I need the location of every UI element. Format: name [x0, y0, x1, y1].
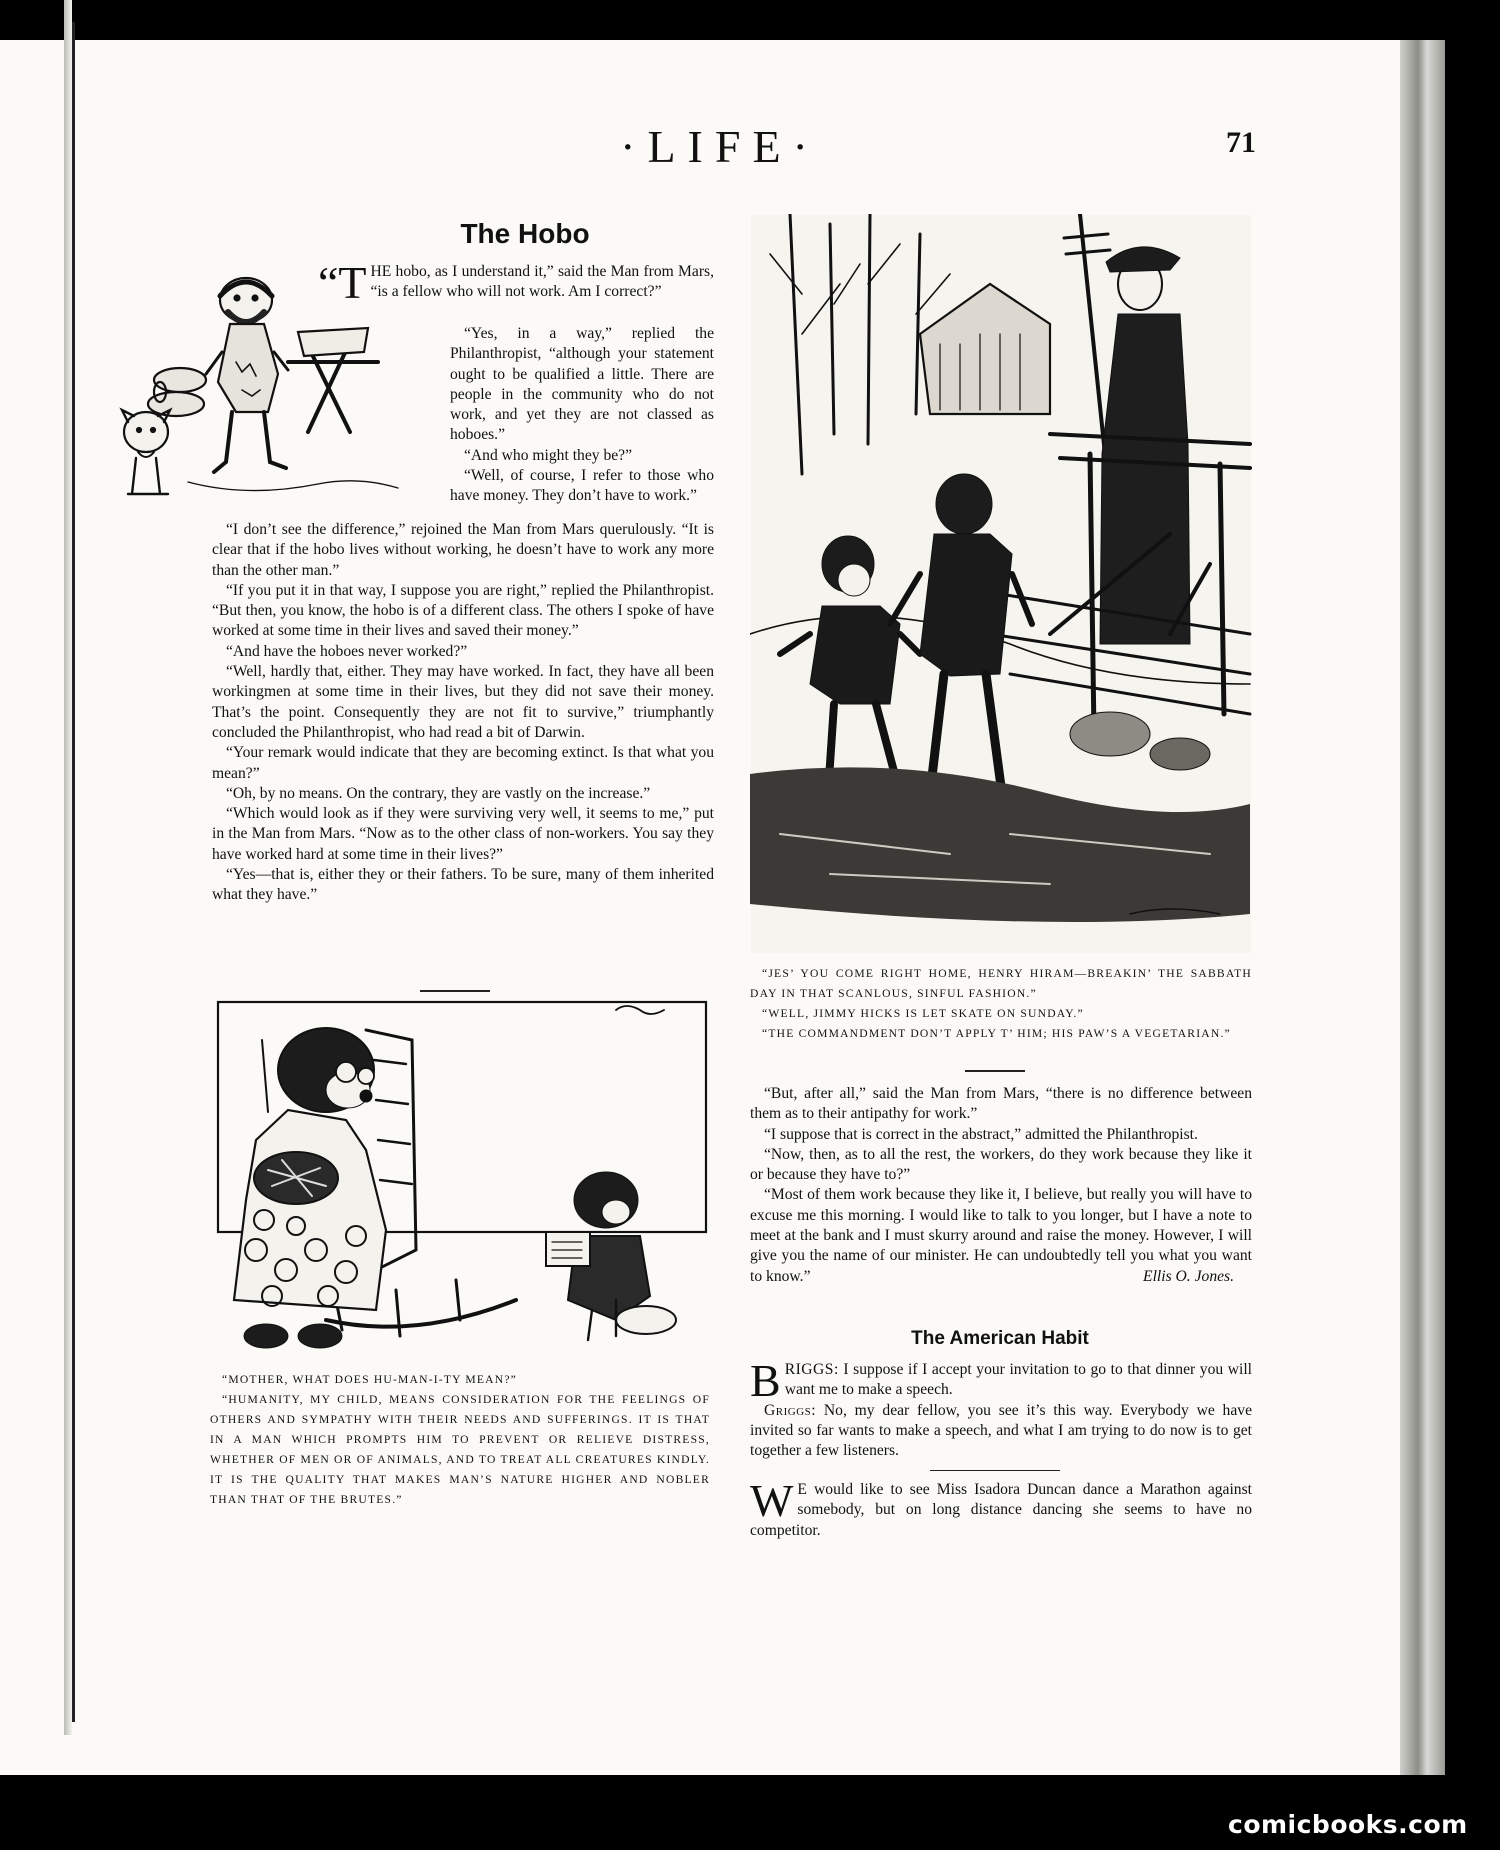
- paragraph: “If you put it in that way, I suppose you are right,” replied the Philanthropist. “But then, you know, the hobo is of a different class. The others I spoke of have worked at some time in their lives and saved their money.”: [212, 581, 714, 640]
- paragraph: “But, after all,” said the Man from Mars, “there is no difference between them as to their antipathy for work.”: [750, 1085, 1252, 1123]
- dropcap-w: W: [750, 1475, 794, 1526]
- paragraph: “And who might they be?”: [464, 446, 633, 464]
- duncan-paragraph: [750, 1475, 1252, 1541]
- dropcap-t: “T: [318, 257, 367, 308]
- paragraph: “Well, hardly that, either. They may have worked. In fact, they have all been workingmen at some time in their lives, but they did not save their money. That’s the point. Consequently they are not fit to survive,” triumphantly concluded the Philanthropist, who had read a bit of Darwin.: [212, 663, 714, 741]
- paragraph: [750, 1185, 1252, 1286]
- paragraph-griggs: [750, 1401, 1252, 1462]
- paragraph: “I don’t see the difference,” rejoined the Man from Mars querulously. “It is clear that if the hobo lives without working, he doesn’t have to work any more than the other man.”: [212, 521, 714, 579]
- gutter-line: [72, 22, 75, 1722]
- dropcap-b: B: [750, 1355, 781, 1406]
- section-rule: [420, 990, 490, 992]
- paragraph: “Well, of course, I refer to those who have money. They don’t have to work.”: [450, 467, 714, 505]
- caption-line: “MOTHER, WHAT DOES HU-MAN-I-TY MEAN?”: [222, 1373, 518, 1386]
- caption-line: “WELL, JIMMY HICKS IS LET SKATE ON SUNDAY.”: [762, 1007, 1084, 1020]
- watermark: comicbooks.com: [1228, 1810, 1468, 1839]
- paragraph: “I suppose that is correct in the abstract,” admitted the Philanthropist.: [764, 1125, 1198, 1143]
- paragraph-text: “Most of them work because they like it, I believe, but really you will have to excuse me this morning. I would like to talk to you longer, but I have a note to meet at the bank and I must skurry around and raise the money. However, I will give you the name of our minister. He can undoubtedly tell you what you want to know.”: [750, 1186, 1252, 1285]
- paragraph: “Now, then, as to all the rest, the workers, do they work because they like it or because they have to?”: [750, 1145, 1252, 1184]
- duncan-text: E would like to see Miss Isadora Duncan dance a Marathon against somebody, but on long distance dancing she seems to have no competitor.: [750, 1481, 1252, 1539]
- hobo-main-text: [212, 520, 714, 906]
- paragraph: “Oh, by no means. On the contrary, they are vastly on the increase.”: [226, 784, 651, 802]
- hobo-intro-paragraph: [318, 257, 714, 308]
- paragraph: [750, 1475, 1252, 1541]
- masthead: ·LIFE·: [620, 121, 820, 172]
- caption-line: “HUMANITY, MY CHILD, MEANS CONSIDERATION FOR THE FEELINGS OF OTHERS AND SYMPATHY WITH THEIR NEEDS AND SUFFERINGS. IT IS THAT IN A MAN WHICH PROMPTS HIM TO PREVENT OR RELIEVE DISTRESS, WHETHER OF MEN OR OF ANIMALS, AND TO TREAT ALL CREATURES KINDLY. IT IS THE QUALITY THAT MAKES MAN’S NATURE HIGHER AND NOBLER THAN THAT OF THE BRUTES.”: [210, 1393, 710, 1506]
- caption-line: “THE COMMANDMENT DON’T APPLY T’ HIM; HIS PAW’S A VEGETARIAN.”: [762, 1027, 1231, 1040]
- dogs-cartoon: [216, 1000, 708, 1370]
- paragraph: “Which would look as if they were surviving very well, it seems to me,” put in the Man from Mars. “Now as to the other class of non-workers. You say they have worked hard at some time in their lives?”: [212, 805, 714, 863]
- gutter-shadow: [64, 0, 72, 1735]
- hobo-intro-text: HE hobo, as I understand it,” said the Man from Mars, “is a fellow who will not work. Am I correct?”: [370, 263, 714, 301]
- mars-continued-text: [750, 1084, 1252, 1287]
- speaker-briggs: RIGGS:: [784, 1361, 839, 1378]
- section-rule: [930, 1470, 1060, 1471]
- dogs-caption: [210, 1370, 710, 1510]
- caption-line: “JES’ YOU COME RIGHT HOME, HENRY HIRAM—BREAKIN’ THE SABBATH DAY IN THAT SCANLOUS, SINFUL FASHION.”: [750, 967, 1252, 1000]
- author-signature: Ellis O. Jones.: [1143, 1267, 1234, 1285]
- paragraph: “Yes—that is, either they or their fathers. To be sure, many of them inherited what they have.”: [212, 866, 714, 904]
- skating-illustration: [750, 214, 1252, 954]
- hobo-wrap-text: [450, 324, 714, 507]
- page-edge: [1400, 40, 1445, 1775]
- paragraph: “And have the hoboes never worked?”: [226, 642, 468, 660]
- briggs-line: I suppose if I accept your invitation to go to that dinner you will want me to make a speech.: [784, 1361, 1252, 1399]
- skating-caption: [750, 964, 1252, 1044]
- speaker-griggs: Griggs:: [764, 1401, 817, 1419]
- page-number: 71: [1226, 126, 1256, 159]
- american-habit-text: [750, 1355, 1252, 1461]
- section-rule: [965, 1070, 1025, 1072]
- article-title-american-habit: The American Habit: [911, 1328, 1089, 1349]
- paragraph-briggs: [750, 1355, 1252, 1406]
- paragraph: “Yes, in a way,” replied the Philanthropist, “although your statement ought to be qualified a little. There are people in the community who do not work, and yet they are not classed as hoboes.”: [450, 325, 714, 444]
- article-title-hobo: The Hobo: [460, 218, 590, 249]
- griggs-line: No, my dear fellow, you see it’s this way. Everybody we have invited so far wants to make a speech, and what I am trying to do now is to get together a few listeners.: [750, 1401, 1252, 1460]
- paragraph: “Your remark would indicate that they are becoming extinct. Is that what you mean?”: [212, 744, 714, 782]
